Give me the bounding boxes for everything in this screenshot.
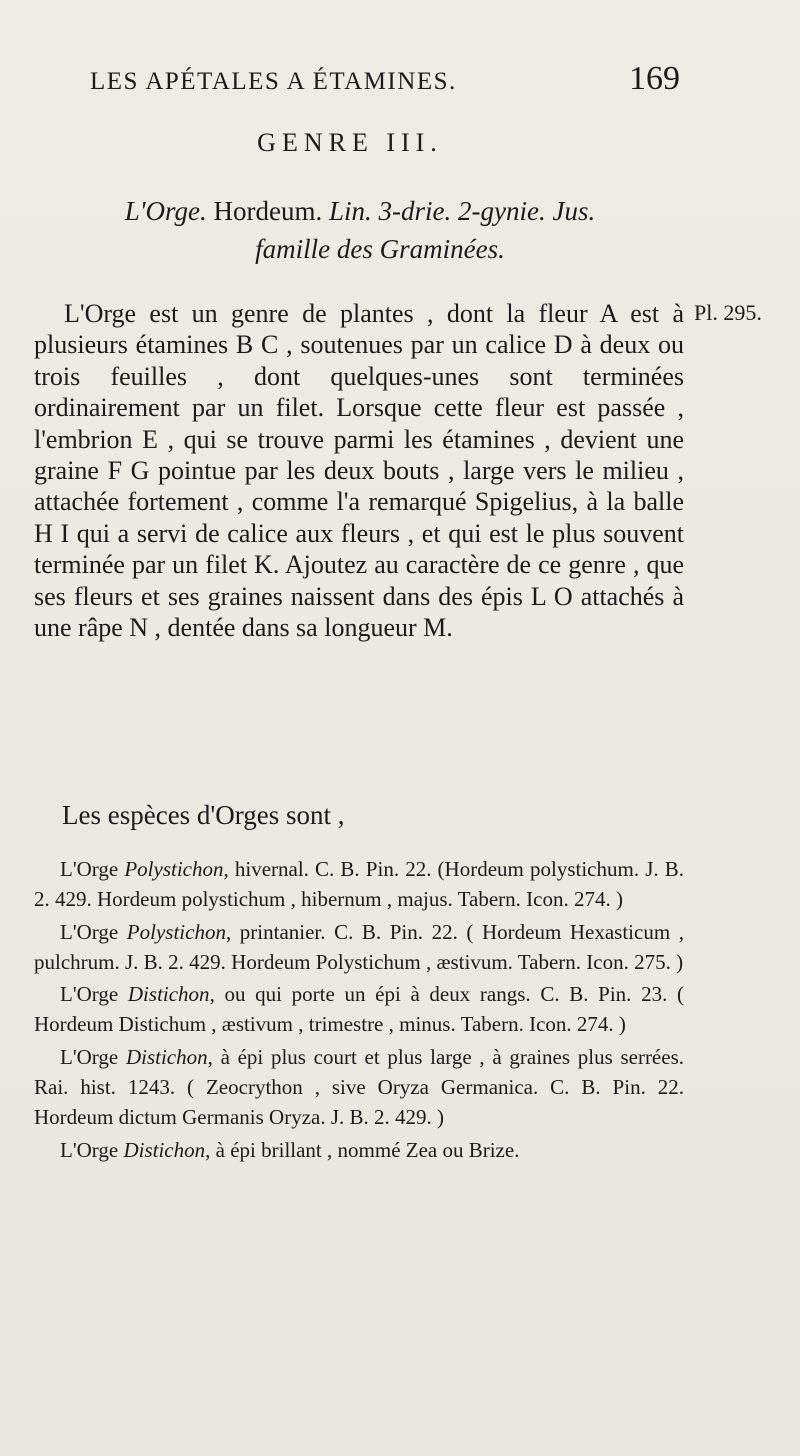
species-lead: L'Orge	[60, 919, 119, 944]
jussieu-ref: Jus.	[552, 196, 596, 226]
plate-reference: Pl. 295.	[694, 300, 762, 325]
genus-latin-name: Hordeum.	[213, 196, 323, 226]
running-header	[90, 60, 680, 98]
linnaeus-ref: Lin.	[329, 196, 372, 226]
species-entry	[34, 854, 684, 915]
linnaean-class: 3-drie. 2-gynie.	[378, 196, 546, 226]
genre-heading: GENRE III.	[257, 128, 443, 157]
genus-description	[34, 298, 684, 643]
species-lead: L'Orge	[60, 1044, 119, 1069]
species-entry	[34, 979, 684, 1040]
species-name: Distichon	[125, 1044, 208, 1069]
species-entry	[34, 1135, 684, 1165]
species-name: Distichon	[123, 1137, 206, 1162]
genus-common-name: L'Orge.	[124, 196, 207, 226]
species-list	[34, 854, 684, 1165]
family-name: famille des Graminées.	[255, 234, 505, 264]
species-lead: L'Orge	[60, 982, 119, 1007]
species-name: Polystichon	[126, 919, 226, 944]
species-name: Polystichon	[124, 857, 224, 881]
species-text: , à épi plus court et plus large , à graines plus serrées. Rai. hist. 1243. ( Zeocrython , sive Oryza Germanica. C. B. Pin. 22. Hordeum dictum Germanis Oryza. J. B. 2. 429. )	[34, 1044, 685, 1130]
species-text: , hivernal. C. B. Pin. 22. (Hordeum polystichum. J. B. 2. 429. Hordeum polystichum , hibernum , majus. Tabern. Icon. 274. )	[34, 857, 684, 912]
species-lead: L'Orge	[60, 1137, 119, 1162]
species-name: Distichon	[127, 982, 210, 1007]
description-paragraph: L'Orge est un genre de plantes , dont la fleur A est à plusieurs étamines B C , soutenues par un calice D à deux ou trois feuilles , dont quelques-unes sont terminées ordinairement par un filet. Lorsque cette fleur est passée , l'embrion E , qui se trouve parmi les étamines , devient une graine F G pointue par les deux bouts , large vers le milieu , attachée fortement , comme l'a remarqué Spigelius, à la balle H I qui a servi de calice aux fleurs , et qui est le plus souvent terminée par un filet K. Ajoutez au caractère de ce genre , que ses fleurs et ses graines naissent dans des épis L O attachés à une râpe N , dentée dans sa longueur M.	[34, 299, 684, 643]
species-lead: L'Orge	[60, 857, 119, 881]
genus-title-block	[30, 192, 690, 268]
species-text: , printanier. C. B. Pin. 22. ( Hordeum Hexasticum , pulchrum. J. B. 2. 429. Hordeum Polystichum , æstivum. Tabern. Icon. 275. )	[34, 919, 684, 974]
page-number: 169	[629, 60, 680, 97]
species-text: , ou qui porte un épi à deux rangs. C. B. Pin. 23. ( Hordeum Distichum , æstivum , trimestre , minus. Tabern. Icon. 274. )	[34, 982, 684, 1037]
species-entry	[34, 917, 684, 978]
species-entry	[34, 1042, 684, 1133]
species-text: , à épi brillant , nommé Zea ou Brize.	[205, 1137, 520, 1162]
running-title: LES APÉTALES A ÉTAMINES.	[90, 68, 457, 95]
species-intro: Les espèces d'Orges sont ,	[62, 800, 345, 830]
